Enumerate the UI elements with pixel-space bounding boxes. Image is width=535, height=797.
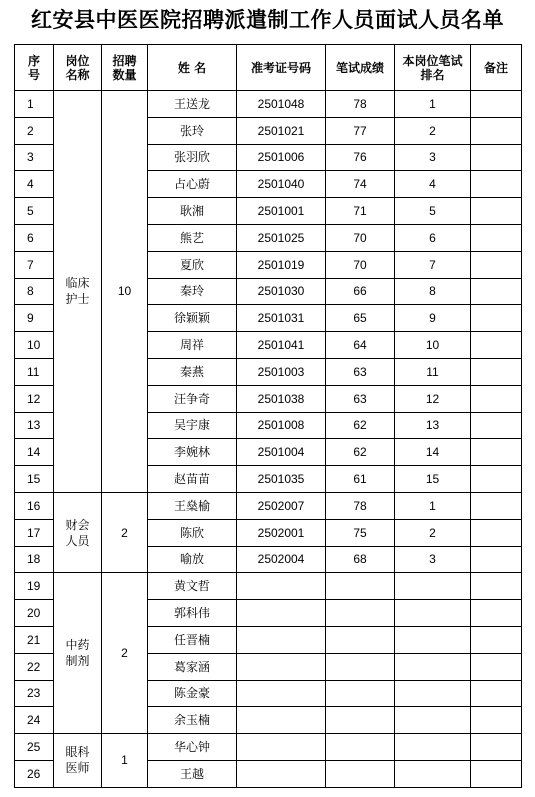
row-seq: 7 [15, 251, 54, 278]
post-rank: 1 [395, 492, 471, 519]
ticket-number [237, 707, 326, 734]
candidate-name: 秦燕 [148, 358, 237, 385]
post-name: 眼科医师 [65, 745, 90, 776]
ticket-number: 2501008 [237, 412, 326, 439]
ticket-number: 2501035 [237, 466, 326, 493]
written-score [326, 653, 395, 680]
written-score: 64 [326, 332, 395, 359]
ticket-number: 2501041 [237, 332, 326, 359]
post-rank [395, 680, 471, 707]
remark-cell [471, 600, 522, 627]
remark-cell [471, 144, 522, 171]
candidate-name: 张羽欣 [148, 144, 237, 171]
post-rank: 4 [395, 171, 471, 198]
candidate-name: 喻放 [148, 546, 237, 573]
row-seq: 21 [15, 626, 54, 653]
post-rank [395, 707, 471, 734]
header-post: 岗位名称 [54, 45, 102, 91]
written-score: 78 [326, 91, 395, 118]
written-score: 61 [326, 466, 395, 493]
remark-cell [471, 251, 522, 278]
post-rank: 6 [395, 224, 471, 251]
remark-cell [471, 734, 522, 761]
ticket-number: 2501038 [237, 385, 326, 412]
row-seq: 24 [15, 707, 54, 734]
table-row [15, 573, 522, 600]
ticket-number: 2501025 [237, 224, 326, 251]
written-score: 66 [326, 278, 395, 305]
header-name: 姓 名 [148, 45, 237, 91]
ticket-number: 2501004 [237, 439, 326, 466]
post-rank: 14 [395, 439, 471, 466]
remark-cell [471, 760, 522, 787]
remark-cell [471, 224, 522, 251]
ticket-number: 2501003 [237, 358, 326, 385]
written-score: 77 [326, 117, 395, 144]
remark-cell [471, 385, 522, 412]
post-rank [395, 653, 471, 680]
ticket-number: 2501001 [237, 198, 326, 225]
candidate-name: 秦玲 [148, 278, 237, 305]
post-name-cell [54, 573, 102, 734]
post-name-cell [54, 734, 102, 788]
ticket-number: 2501031 [237, 305, 326, 332]
candidate-name: 占心蔚 [148, 171, 237, 198]
ticket-number [237, 573, 326, 600]
written-score [326, 734, 395, 761]
row-seq: 18 [15, 546, 54, 573]
post-rank: 12 [395, 385, 471, 412]
ticket-number: 2502007 [237, 492, 326, 519]
quota-cell: 2 [102, 573, 148, 734]
header-quota: 招聘数量 [102, 45, 148, 91]
post-rank: 8 [395, 278, 471, 305]
post-rank: 1 [395, 91, 471, 118]
candidate-name: 李婉林 [148, 439, 237, 466]
candidate-name: 华心钟 [148, 734, 237, 761]
written-score: 71 [326, 198, 395, 225]
candidate-name: 黄文哲 [148, 573, 237, 600]
candidate-name: 徐颖颖 [148, 305, 237, 332]
candidate-name: 赵苗苗 [148, 466, 237, 493]
candidate-name: 王送龙 [148, 91, 237, 118]
post-name: 财会人员 [65, 517, 90, 548]
remark-cell [471, 332, 522, 359]
row-seq: 25 [15, 734, 54, 761]
written-score: 78 [326, 492, 395, 519]
written-score [326, 626, 395, 653]
quota-cell: 1 [102, 734, 148, 788]
row-seq: 10 [15, 332, 54, 359]
post-rank [395, 600, 471, 627]
written-score [326, 760, 395, 787]
ticket-number: 2501006 [237, 144, 326, 171]
row-seq: 22 [15, 653, 54, 680]
remark-cell [471, 278, 522, 305]
header-remark: 备注 [471, 45, 522, 91]
remark-cell [471, 492, 522, 519]
written-score: 63 [326, 385, 395, 412]
candidate-name: 任晋楠 [148, 626, 237, 653]
table-header-row [15, 45, 522, 91]
row-seq: 5 [15, 198, 54, 225]
written-score: 62 [326, 439, 395, 466]
post-rank [395, 734, 471, 761]
ticket-number: 2502004 [237, 546, 326, 573]
remark-cell [471, 680, 522, 707]
remark-cell [471, 117, 522, 144]
row-seq: 3 [15, 144, 54, 171]
candidate-name: 吴宇康 [148, 412, 237, 439]
post-name-cell [54, 492, 102, 572]
written-score: 62 [326, 412, 395, 439]
table-row [15, 734, 522, 761]
candidate-name: 周祥 [148, 332, 237, 359]
candidate-name: 陈欣 [148, 519, 237, 546]
row-seq: 9 [15, 305, 54, 332]
header-score: 笔试成绩 [326, 45, 395, 91]
written-score [326, 707, 395, 734]
candidate-name: 熊艺 [148, 224, 237, 251]
remark-cell [471, 439, 522, 466]
ticket-number [237, 734, 326, 761]
written-score: 63 [326, 358, 395, 385]
ticket-number: 2501048 [237, 91, 326, 118]
row-seq: 11 [15, 358, 54, 385]
written-score: 70 [326, 251, 395, 278]
row-seq: 16 [15, 492, 54, 519]
ticket-number: 2502001 [237, 519, 326, 546]
ticket-number [237, 653, 326, 680]
remark-cell [471, 358, 522, 385]
row-seq: 6 [15, 224, 54, 251]
candidate-name: 王越 [148, 760, 237, 787]
candidate-table [14, 44, 522, 788]
post-rank: 5 [395, 198, 471, 225]
written-score: 76 [326, 144, 395, 171]
remark-cell [471, 171, 522, 198]
row-seq: 15 [15, 466, 54, 493]
candidate-name: 汪争奇 [148, 385, 237, 412]
page-title: 红安县中医医院招聘派遣制工作人员面试人员名单 [31, 8, 504, 32]
post-rank [395, 573, 471, 600]
post-rank: 3 [395, 546, 471, 573]
post-name: 临床护士 [65, 276, 90, 307]
remark-cell [471, 546, 522, 573]
ticket-number: 2501030 [237, 278, 326, 305]
written-score: 68 [326, 546, 395, 573]
remark-cell [471, 626, 522, 653]
remark-cell [471, 519, 522, 546]
table-row [15, 492, 522, 519]
header-rank: 本岗位笔试排名 [395, 45, 471, 91]
candidate-name: 郭科伟 [148, 600, 237, 627]
written-score: 70 [326, 224, 395, 251]
ticket-number [237, 626, 326, 653]
ticket-number: 2501021 [237, 117, 326, 144]
ticket-number: 2501019 [237, 251, 326, 278]
post-rank: 11 [395, 358, 471, 385]
table-row [15, 91, 522, 118]
written-score [326, 573, 395, 600]
remark-cell [471, 198, 522, 225]
post-name-cell [54, 91, 102, 493]
ticket-number [237, 680, 326, 707]
written-score: 65 [326, 305, 395, 332]
row-seq: 8 [15, 278, 54, 305]
post-rank: 13 [395, 412, 471, 439]
post-rank: 7 [395, 251, 471, 278]
candidate-name: 余玉楠 [148, 707, 237, 734]
row-seq: 4 [15, 171, 54, 198]
quota-cell: 2 [102, 492, 148, 572]
remark-cell [471, 707, 522, 734]
post-rank: 2 [395, 519, 471, 546]
row-seq: 1 [15, 91, 54, 118]
written-score: 75 [326, 519, 395, 546]
candidate-name: 耿湘 [148, 198, 237, 225]
row-seq: 23 [15, 680, 54, 707]
post-rank [395, 626, 471, 653]
row-seq: 2 [15, 117, 54, 144]
ticket-number [237, 600, 326, 627]
post-rank: 3 [395, 144, 471, 171]
written-score: 74 [326, 171, 395, 198]
post-name: 中药制剂 [65, 638, 90, 669]
row-seq: 14 [15, 439, 54, 466]
written-score [326, 680, 395, 707]
post-rank [395, 760, 471, 787]
remark-cell [471, 573, 522, 600]
remark-cell [471, 412, 522, 439]
post-rank: 9 [395, 305, 471, 332]
candidate-name: 陈金豪 [148, 680, 237, 707]
row-seq: 19 [15, 573, 54, 600]
ticket-number: 2501040 [237, 171, 326, 198]
ticket-number [237, 760, 326, 787]
candidate-name: 葛家涵 [148, 653, 237, 680]
written-score [326, 600, 395, 627]
remark-cell [471, 91, 522, 118]
candidate-name: 张玲 [148, 117, 237, 144]
row-seq: 20 [15, 600, 54, 627]
candidate-name: 王燊榆 [148, 492, 237, 519]
row-seq: 12 [15, 385, 54, 412]
remark-cell [471, 653, 522, 680]
row-seq: 13 [15, 412, 54, 439]
quota-cell: 10 [102, 91, 148, 493]
row-seq: 26 [15, 760, 54, 787]
post-rank: 2 [395, 117, 471, 144]
candidate-name: 夏欣 [148, 251, 237, 278]
post-rank: 15 [395, 466, 471, 493]
row-seq: 17 [15, 519, 54, 546]
remark-cell [471, 466, 522, 493]
post-rank: 10 [395, 332, 471, 359]
header-seq: 序号 [15, 45, 54, 91]
remark-cell [471, 305, 522, 332]
header-ticket: 准考证号码 [237, 45, 326, 91]
